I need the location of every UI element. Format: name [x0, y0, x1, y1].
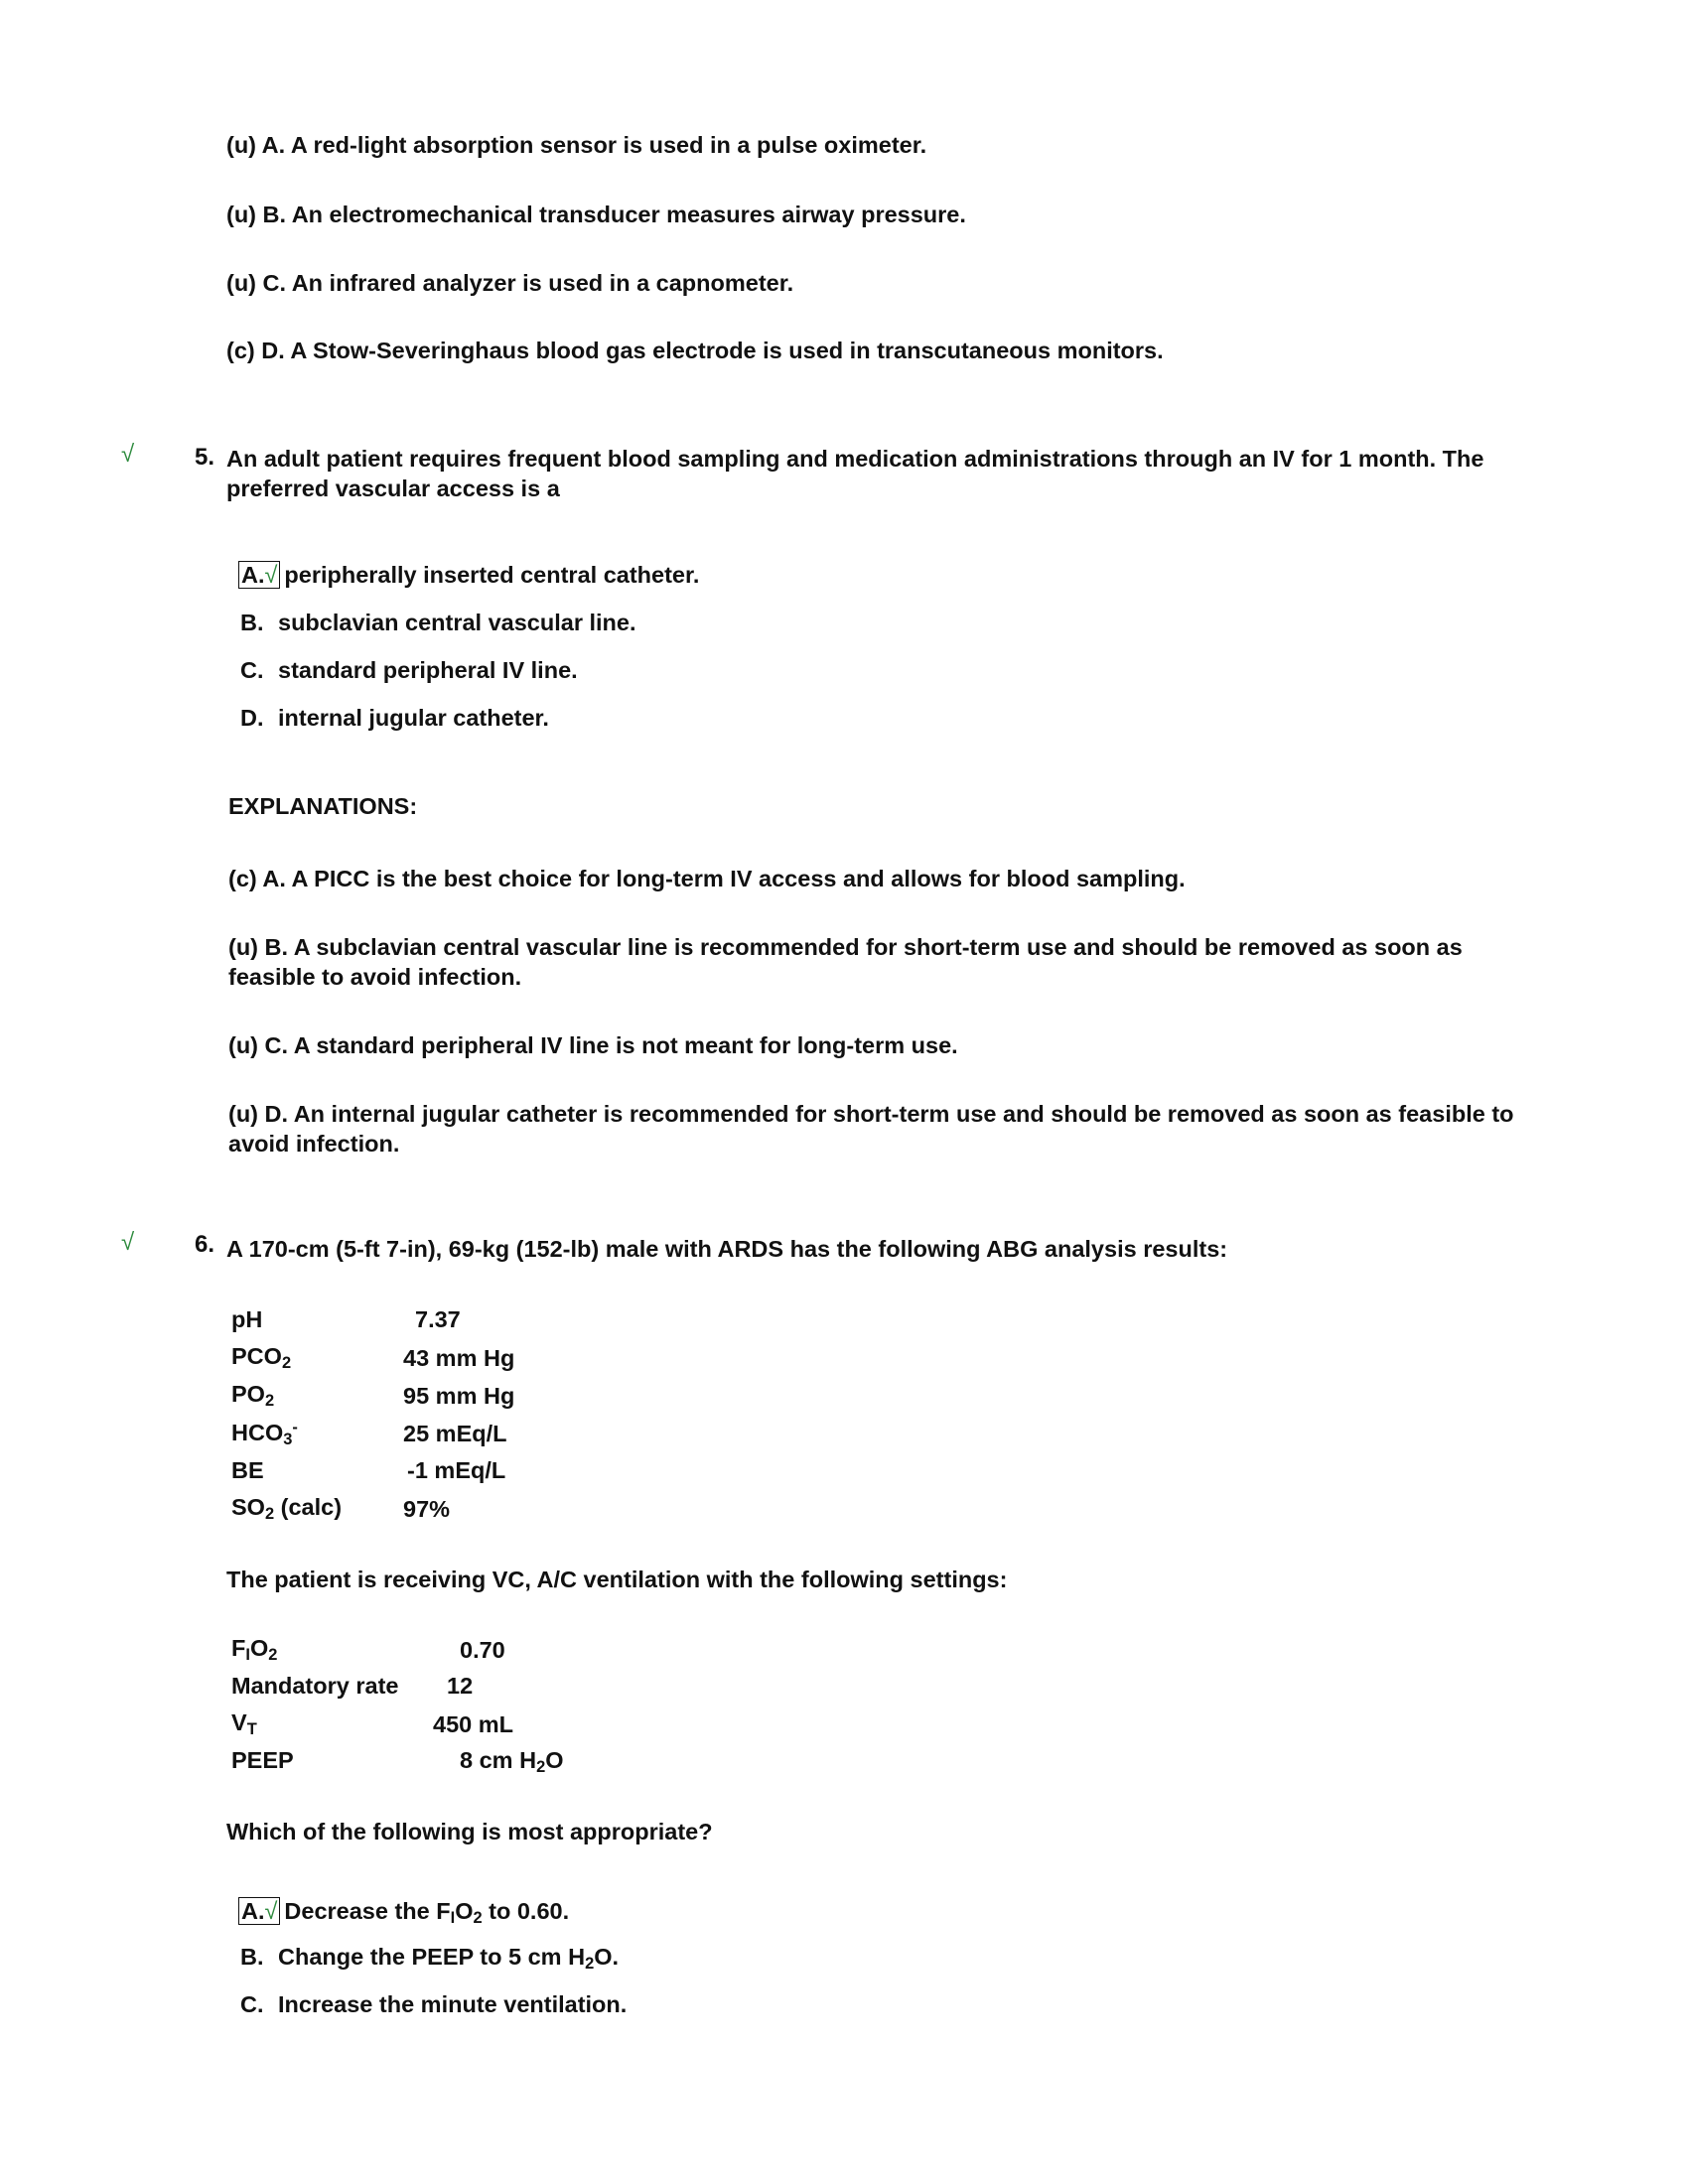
- abg-label-ph: pH: [231, 1306, 263, 1332]
- abg-value-ph: 7.37: [415, 1306, 461, 1332]
- answer-option-a[interactable]: A.√ Decrease the $F_IO_2$ to 0.60.: [238, 1896, 569, 1926]
- setting-label-fio2: $F_IO_2$: [231, 1635, 278, 1664]
- explanation-b: (u) B. A subclavian central vascular line is recommended for short-term use and should be removed as soon as feasible to avoid infection.: [228, 934, 1463, 990]
- explanation-c: (u) C. A standard peripheral IV line is not meant for long-term use.: [228, 1032, 958, 1058]
- setting-value-fio2: 0.70: [460, 1637, 505, 1663]
- answer-option-c[interactable]: C. Increase the minute ventilation.: [240, 1991, 628, 2017]
- prev-explanation-a: (u) A. A red-light absorption sensor is used in a pulse oximeter.: [226, 132, 927, 158]
- answer-option-b[interactable]: B. subclavian central vascular line.: [240, 610, 636, 635]
- setting-value-rate: 12: [447, 1673, 474, 1699]
- correct-check-icon: √: [121, 441, 135, 468]
- abg-label-po2: $PO_2$: [231, 1381, 275, 1410]
- answer-option-c[interactable]: C. standard peripheral IV line.: [240, 657, 578, 683]
- explanation-d: (u) D. An internal jugular catheter is recommended for short-term use and should be removed as soon as feasible to avoid infection.: [228, 1101, 1514, 1157]
- question-number: 6.: [195, 1231, 215, 1258]
- explanations-heading: EXPLANATIONS:: [228, 793, 418, 819]
- abg-value-hco3: 25 mEq/L: [403, 1421, 507, 1446]
- selected-answer-box: A.√: [238, 1897, 280, 1925]
- answer-option-d[interactable]: D. internal jugular catheter.: [240, 705, 549, 731]
- setting-label-peep: PEEP: [231, 1747, 294, 1773]
- abg-value-be: -1 mEq/L: [407, 1457, 506, 1483]
- explanation-a: (c) A. A PICC is the best choice for long-term IV access and allows for blood sampling.: [228, 866, 1186, 891]
- setting-value-peep: 8 cm $H_2O$: [460, 1747, 564, 1776]
- setting-label-vt: $V_T$: [231, 1709, 257, 1738]
- answer-option-b[interactable]: B. Change the PEEP to 5 cm $H_2O$.: [240, 1944, 620, 1973]
- question-stem: An adult patient requires frequent blood sampling and medication administrations through an IV for 1 month. The preferred vascular access is a: [226, 446, 1484, 501]
- question-number: 5.: [195, 444, 215, 471]
- ventilation-intro: The patient is receiving VC, A/C ventilation with the following settings:: [226, 1567, 1008, 1592]
- selected-answer-box: A.√: [238, 561, 280, 589]
- abg-label-so2: $SO_2$ (calc): [231, 1494, 343, 1523]
- check-icon: √: [264, 562, 278, 588]
- prev-explanation-b: (u) B. An electromechanical transducer measures airway pressure.: [226, 202, 966, 227]
- question-stem: A 170-cm (5-ft 7-in), 69-kg (152-lb) male with ARDS has the following ABG analysis results:: [226, 1236, 1228, 1262]
- correct-check-icon: √: [121, 1229, 135, 1256]
- abg-value-pco2: 43 mm Hg: [403, 1345, 515, 1371]
- prev-explanation-d: (c) D. A Stow-Severinghaus blood gas electrode is used in transcutaneous monitors.: [226, 338, 1164, 363]
- check-icon: √: [264, 1898, 278, 1924]
- prev-explanation-c: (u) C. An infrared analyzer is used in a capnometer.: [226, 270, 794, 296]
- answer-option-a[interactable]: A.√ peripherally inserted central catheter.: [238, 560, 699, 590]
- setting-value-vt: 450 mL: [433, 1711, 513, 1737]
- question-prompt: Which of the following is most appropriate?: [226, 1819, 713, 1844]
- abg-label-hco3: $HCO_3^-$: [231, 1419, 298, 1448]
- abg-value-po2: 95 mm Hg: [403, 1383, 515, 1409]
- abg-label-pco2: $PCO_2$: [231, 1343, 292, 1372]
- abg-label-be: BE: [231, 1457, 264, 1483]
- setting-label-rate: Mandatory rate: [231, 1673, 399, 1699]
- abg-value-so2: 97%: [403, 1496, 451, 1522]
